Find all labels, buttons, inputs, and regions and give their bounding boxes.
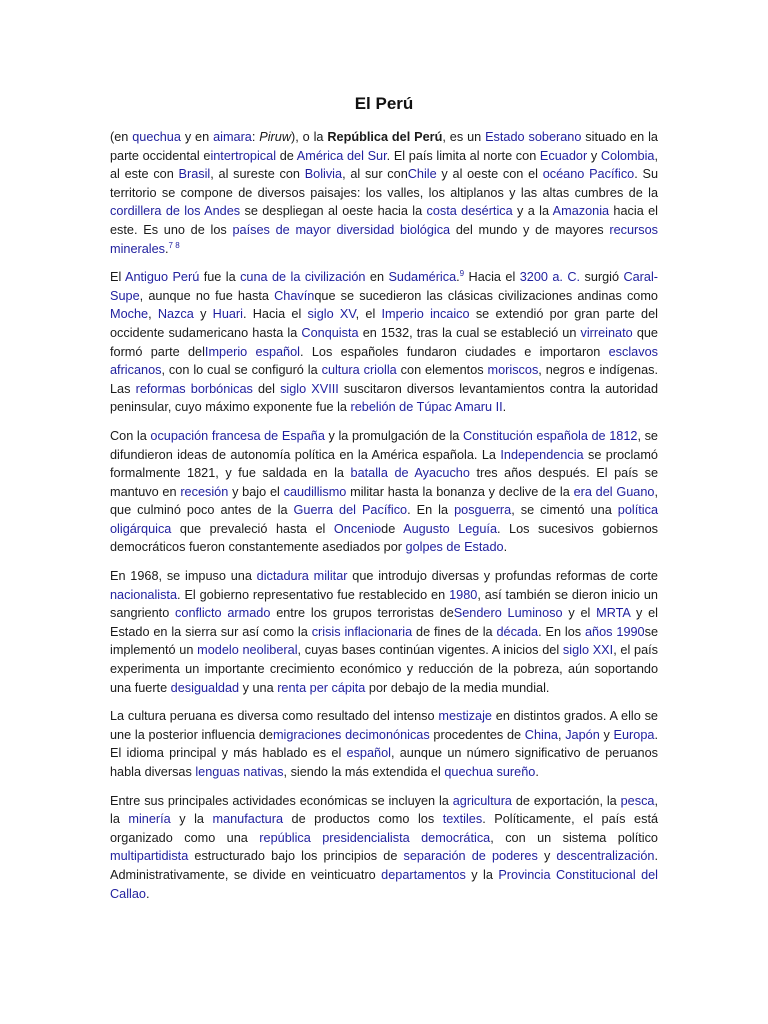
body-text: en [365, 270, 389, 285]
body-text [410, 831, 421, 845]
body-text: tres años después. El país se mantuvo en [110, 466, 659, 499]
body-text: y la promulgación de la [324, 428, 463, 443]
wiki-link[interactable]: mestizaje [438, 709, 492, 724]
wiki-link[interactable]: reformas borbónicas [135, 381, 253, 396]
wiki-link[interactable]: Augusto Leguía [403, 521, 497, 536]
body-text: . El gobierno representativo fue restablecido en [177, 587, 450, 602]
body-text: de exportación, la [511, 793, 621, 808]
body-text: , cuyas bases continúan vigentes. A inicios del [297, 643, 563, 658]
body-text: . [535, 765, 539, 779]
body-text: y a la [512, 204, 553, 219]
italic-text: Piruw [259, 130, 292, 144]
wiki-link[interactable]: Sudamérica [388, 270, 457, 285]
wiki-link[interactable]: minería [128, 812, 171, 827]
body-text: , negros e indígenas. Las [110, 363, 659, 396]
body-text: ), o la [291, 130, 328, 144]
body-text: El [110, 270, 126, 285]
body-text: , así también se dieron inicio un sangriento [110, 587, 658, 621]
wiki-link[interactable]: cuna de la civilización [240, 270, 366, 285]
body-text: se extendió por gran parte del occidente sudamericano hasta la [110, 307, 658, 340]
body-text: surgió [580, 270, 624, 285]
body-text: situado en la parte occidental e [110, 130, 658, 163]
wiki-link[interactable]: crisis inflacionaria [311, 624, 413, 639]
body-text: de productos como los [283, 812, 443, 827]
wiki-link[interactable]: rebelión de Túpac Amaru II [350, 400, 503, 415]
body-text: y [587, 148, 601, 163]
wiki-link[interactable]: departamentos [381, 867, 466, 882]
body-text: . En la [407, 503, 455, 518]
body-text: se implementó un [110, 624, 659, 658]
wiki-link[interactable]: español [346, 746, 391, 761]
document-page [110, 92, 658, 913]
wiki-link[interactable]: golpes de Estado [405, 540, 504, 555]
body-text: La cultura peruana es diversa como resultado del intenso [110, 709, 439, 724]
body-text: , siendo la más extendida el [283, 765, 445, 779]
wiki-link[interactable]: recursos minerales [110, 222, 659, 256]
wiki-link[interactable]: Sendero Luminoso [453, 606, 563, 621]
wiki-link[interactable]: república presidencialista [259, 830, 410, 845]
wiki-link[interactable]: desigualdad [170, 680, 240, 695]
wiki-link[interactable]: Huari [212, 307, 243, 322]
wiki-link[interactable]: caudillismo [283, 484, 347, 499]
body-text: , aunque un número significativo de peruanos habla diversas [110, 746, 658, 779]
body-text: , se cimentó una [511, 503, 618, 518]
wiki-link[interactable]: Bolivia [304, 167, 343, 182]
wiki-link[interactable]: Chavín [274, 288, 315, 303]
wiki-link[interactable]: pesca [620, 793, 655, 808]
body-text: , se difundieron ideas de autonomía política en la América española. La [110, 428, 658, 462]
wiki-link[interactable]: 3200 a. C. [519, 270, 581, 285]
body-text: de fines de la [412, 624, 497, 639]
wiki-link[interactable]: intertropical [210, 148, 277, 163]
body-text: se proclamó formalmente 1821, y fue saldada en la [110, 447, 658, 481]
wiki-link[interactable]: esclavos africanos [110, 344, 658, 378]
wiki-link[interactable]: descentralización [556, 849, 655, 864]
body-text: fue la [199, 270, 241, 285]
wiki-link[interactable]: Constitución española de 1812 [462, 428, 638, 443]
body-text: , que culminó poco antes de la [110, 484, 658, 518]
body-text: En 1968, se impuso una [110, 569, 257, 584]
body-text: (en [110, 130, 133, 144]
wiki-link[interactable]: Nazca [157, 307, 194, 322]
body-text: . El país limita al norte con [386, 148, 540, 163]
wiki-link[interactable]: Independencia [500, 447, 584, 462]
body-text: de [276, 148, 297, 163]
wiki-link[interactable]: textiles [442, 812, 483, 827]
body-text: , con un sistema político [490, 830, 658, 845]
paragraph [110, 268, 658, 417]
page-title: El Perú [354, 94, 414, 113]
wiki-link[interactable]: Colombia [600, 148, 655, 163]
body-text: entre los grupos terroristas de [270, 606, 454, 621]
body-text: y en [180, 130, 214, 144]
body-text: hacia el este. Es uno de los [110, 204, 658, 237]
wiki-link[interactable]: Amazonia [552, 204, 610, 219]
body-text: y bajo el [228, 484, 284, 499]
wiki-link[interactable]: modelo neoliberal [197, 643, 298, 658]
paragraph [110, 567, 658, 697]
wiki-link[interactable]: Antiguo Perú [125, 270, 200, 285]
wiki-link[interactable]: recesión [180, 484, 229, 499]
body-text: . [503, 540, 508, 555]
body-text: . [145, 886, 150, 901]
body-text: de [381, 521, 404, 536]
body-text: y la [170, 812, 213, 827]
paragraph [110, 427, 658, 557]
body-text: procedentes de [429, 727, 525, 742]
body-text: . Los españoles fundaron ciudades e importaron [300, 344, 609, 359]
body-text: por debajo de la media mundial. [365, 680, 550, 695]
wiki-link[interactable]: década [496, 624, 539, 639]
body-text: Entre sus principales actividades económicas se incluyen la [110, 793, 453, 808]
wiki-link[interactable]: Imperio español [204, 344, 300, 359]
body-text: . En los [538, 624, 585, 639]
body-text: y [599, 727, 614, 742]
body-text: , [148, 307, 158, 322]
body-text: suscitaron diversos levantamientos contra la autoridad peninsular, cuyo máximo exponente fue la [110, 381, 659, 415]
wiki-link[interactable]: Moche [110, 307, 149, 322]
wiki-link[interactable]: siglo XXI [562, 643, 614, 658]
wiki-link[interactable]: multipartidista [110, 849, 189, 864]
body-text: , el [355, 307, 382, 322]
wiki-link[interactable]: moriscos [487, 363, 539, 378]
body-text: , es un [442, 130, 486, 144]
wiki-link[interactable]: era del Guano [573, 484, 655, 499]
body-text: . Administrativamente, se divide en veinticuatro [110, 849, 658, 882]
wiki-link[interactable]: 1980 [449, 587, 478, 602]
body-text: . Su territorio se compone de diversos paisajes: los valles, los altiplanos y las altas cumbres de la [110, 167, 659, 200]
body-text: , al sur con [342, 167, 408, 182]
body-text: que se sucedieron las clásicas civilizaciones andinas como [314, 288, 658, 303]
wiki-link[interactable]: agricultura [452, 793, 512, 808]
wiki-link[interactable]: siglo XVIII [280, 381, 339, 396]
wiki-link[interactable]: aimara [213, 130, 252, 144]
paragraph [110, 792, 658, 904]
wiki-link[interactable]: cordillera de los Andes [110, 204, 241, 219]
body-text: del [252, 381, 281, 396]
wiki-link[interactable]: Guerra del Pacífico [293, 503, 408, 518]
body-text: . Hacia el [242, 307, 308, 322]
wiki-link[interactable]: batalla de Ayacucho [350, 466, 470, 481]
body-text: que formó parte del [110, 325, 658, 359]
wiki-link[interactable]: océano Pacífico [542, 167, 635, 182]
paragraph [110, 128, 658, 258]
wiki-link[interactable]: Provincia Constitucional del Callao [110, 867, 658, 901]
body-text: en 1532, tras la cual se estableció un [358, 325, 581, 340]
wiki-link[interactable]: conflicto armado [175, 606, 271, 621]
body-text: , la [110, 793, 658, 827]
wiki-link[interactable]: cultura criolla [321, 363, 397, 378]
body-text: en distintos grados. A ello se une la posterior influencia de [110, 709, 658, 742]
body-text: que introdujo diversas y profundas reformas de corte [347, 569, 658, 584]
body-text: , al este con [110, 148, 658, 182]
body-text: . [502, 400, 507, 415]
wiki-link[interactable]: años 1990 [585, 624, 645, 639]
body-text: , aunque no fue hasta [139, 288, 275, 303]
wiki-link[interactable]: renta per cápita [277, 680, 366, 695]
body-text: militar hasta la bonanza y declive de la [346, 484, 574, 499]
body-text: Hacia el [464, 270, 520, 285]
document-body [110, 128, 658, 903]
body-text: : [251, 130, 260, 144]
body-text: , con lo cual se configuró la [161, 363, 322, 378]
wiki-link[interactable]: ocupación francesa de España [150, 428, 325, 443]
wiki-link[interactable]: América del Sur [296, 148, 387, 163]
wiki-link[interactable]: lenguas nativas [195, 765, 284, 779]
body-text: se despliegan al oeste hacia la [240, 204, 427, 219]
wiki-link[interactable]: quechua [132, 130, 181, 144]
wiki-link[interactable]: Caral-Supe [110, 270, 659, 303]
body-text: y [537, 849, 557, 864]
body-text: estructurado bajo los principios de [188, 849, 404, 864]
wiki-link[interactable]: democrática [421, 830, 491, 845]
body-text: y una [239, 680, 278, 695]
paragraph [110, 707, 658, 781]
body-text: , al sureste con [210, 167, 305, 182]
wiki-link[interactable]: nacionalista [110, 587, 178, 602]
body-text: , el país experimenta un importante crecimiento económico y reducción de la pobreza, aún soportando una fuerte [110, 643, 659, 695]
body-text: , [557, 727, 566, 742]
body-text: y al oeste con el [436, 167, 543, 182]
body-text: que prevaleció hasta el [171, 521, 334, 536]
body-text: con elementos [396, 363, 488, 378]
citation-superscript[interactable]: 9 [459, 268, 465, 278]
body-text: y el Estado en la sierra sur así como la [110, 606, 658, 639]
body-text: . [165, 241, 169, 256]
wiki-link[interactable]: Estado soberano [485, 130, 582, 144]
wiki-link[interactable]: Chile [407, 167, 437, 182]
wiki-link[interactable]: MRTA [596, 606, 631, 621]
wiki-link[interactable]: manufactura [212, 812, 284, 827]
body-text: y el [562, 606, 597, 621]
wiki-link[interactable]: Oncenio [333, 521, 382, 536]
wiki-link[interactable]: Ecuador [539, 148, 588, 163]
wiki-link[interactable]: migraciones decimonónicas [272, 727, 430, 742]
body-text: y la [465, 867, 499, 882]
wiki-link[interactable]: costa desértica [426, 204, 513, 219]
wiki-link[interactable]: países de mayor diversidad biológica [232, 222, 451, 237]
bold-text: República del Perú [327, 130, 443, 144]
wiki-link[interactable]: política oligárquica [110, 503, 658, 536]
body-text: . Políticamente, el país está organizado como una [110, 812, 659, 845]
wiki-link[interactable]: Conquista [301, 325, 359, 340]
wiki-link[interactable]: separación de poderes [403, 849, 538, 864]
wiki-link[interactable]: virreinato [580, 325, 633, 340]
body-text: y [193, 307, 213, 322]
wiki-link[interactable]: Europa [613, 727, 655, 742]
citation-superscript[interactable]: 7 8 [168, 240, 180, 250]
body-text: Con la [110, 428, 151, 443]
wiki-link[interactable]: Imperio incaico [381, 307, 470, 322]
body-text: . El idioma principal y más hablado es el [110, 727, 658, 761]
wiki-link[interactable]: posguerra [454, 503, 512, 518]
wiki-link[interactable]: Brasil [178, 167, 211, 182]
wiki-link[interactable]: quechua sureño [444, 765, 536, 779]
wiki-link[interactable]: Japón [565, 727, 600, 742]
wiki-link[interactable]: China [524, 727, 558, 742]
wiki-link[interactable]: dictadura militar [256, 569, 348, 584]
wiki-link[interactable]: siglo XV [307, 307, 356, 322]
body-text: . [456, 270, 460, 285]
body-text: del mundo y de mayores [450, 222, 610, 237]
body-text: . Los sucesivos gobiernos democráticos fueron constantemente asediados por [110, 521, 658, 555]
